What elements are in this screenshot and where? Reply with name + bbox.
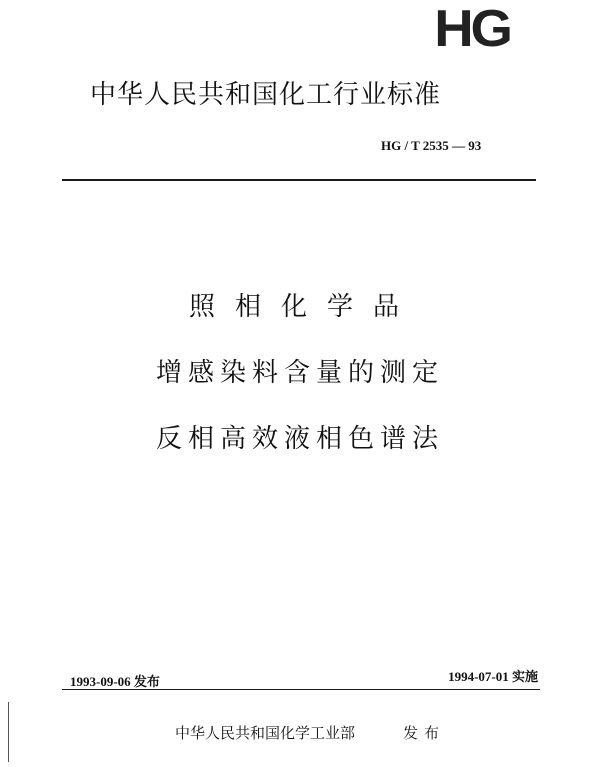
header-divider (62, 179, 536, 181)
effective-date: 1994-07-01 实施 (448, 669, 538, 684)
publisher-action: 发布 (403, 724, 446, 742)
title-line-3: 反相高效液相色谱法 (155, 424, 444, 454)
footer-divider (62, 689, 540, 690)
standard-category: 中华人民共和国化工行业标准 (90, 80, 442, 110)
standard-code: HG / T 2535 — 93 (381, 138, 482, 153)
title-line-2: 增感染料含量的测定 (155, 358, 444, 388)
publisher-name: 中华人民共和国化学工业部 (175, 724, 356, 742)
title-line-1: 照相化学品 (188, 292, 419, 322)
scan-edge-mark (8, 702, 9, 762)
hg-logo: HG (434, 0, 510, 58)
issue-date: 1993-09-06 发布 (70, 674, 160, 689)
